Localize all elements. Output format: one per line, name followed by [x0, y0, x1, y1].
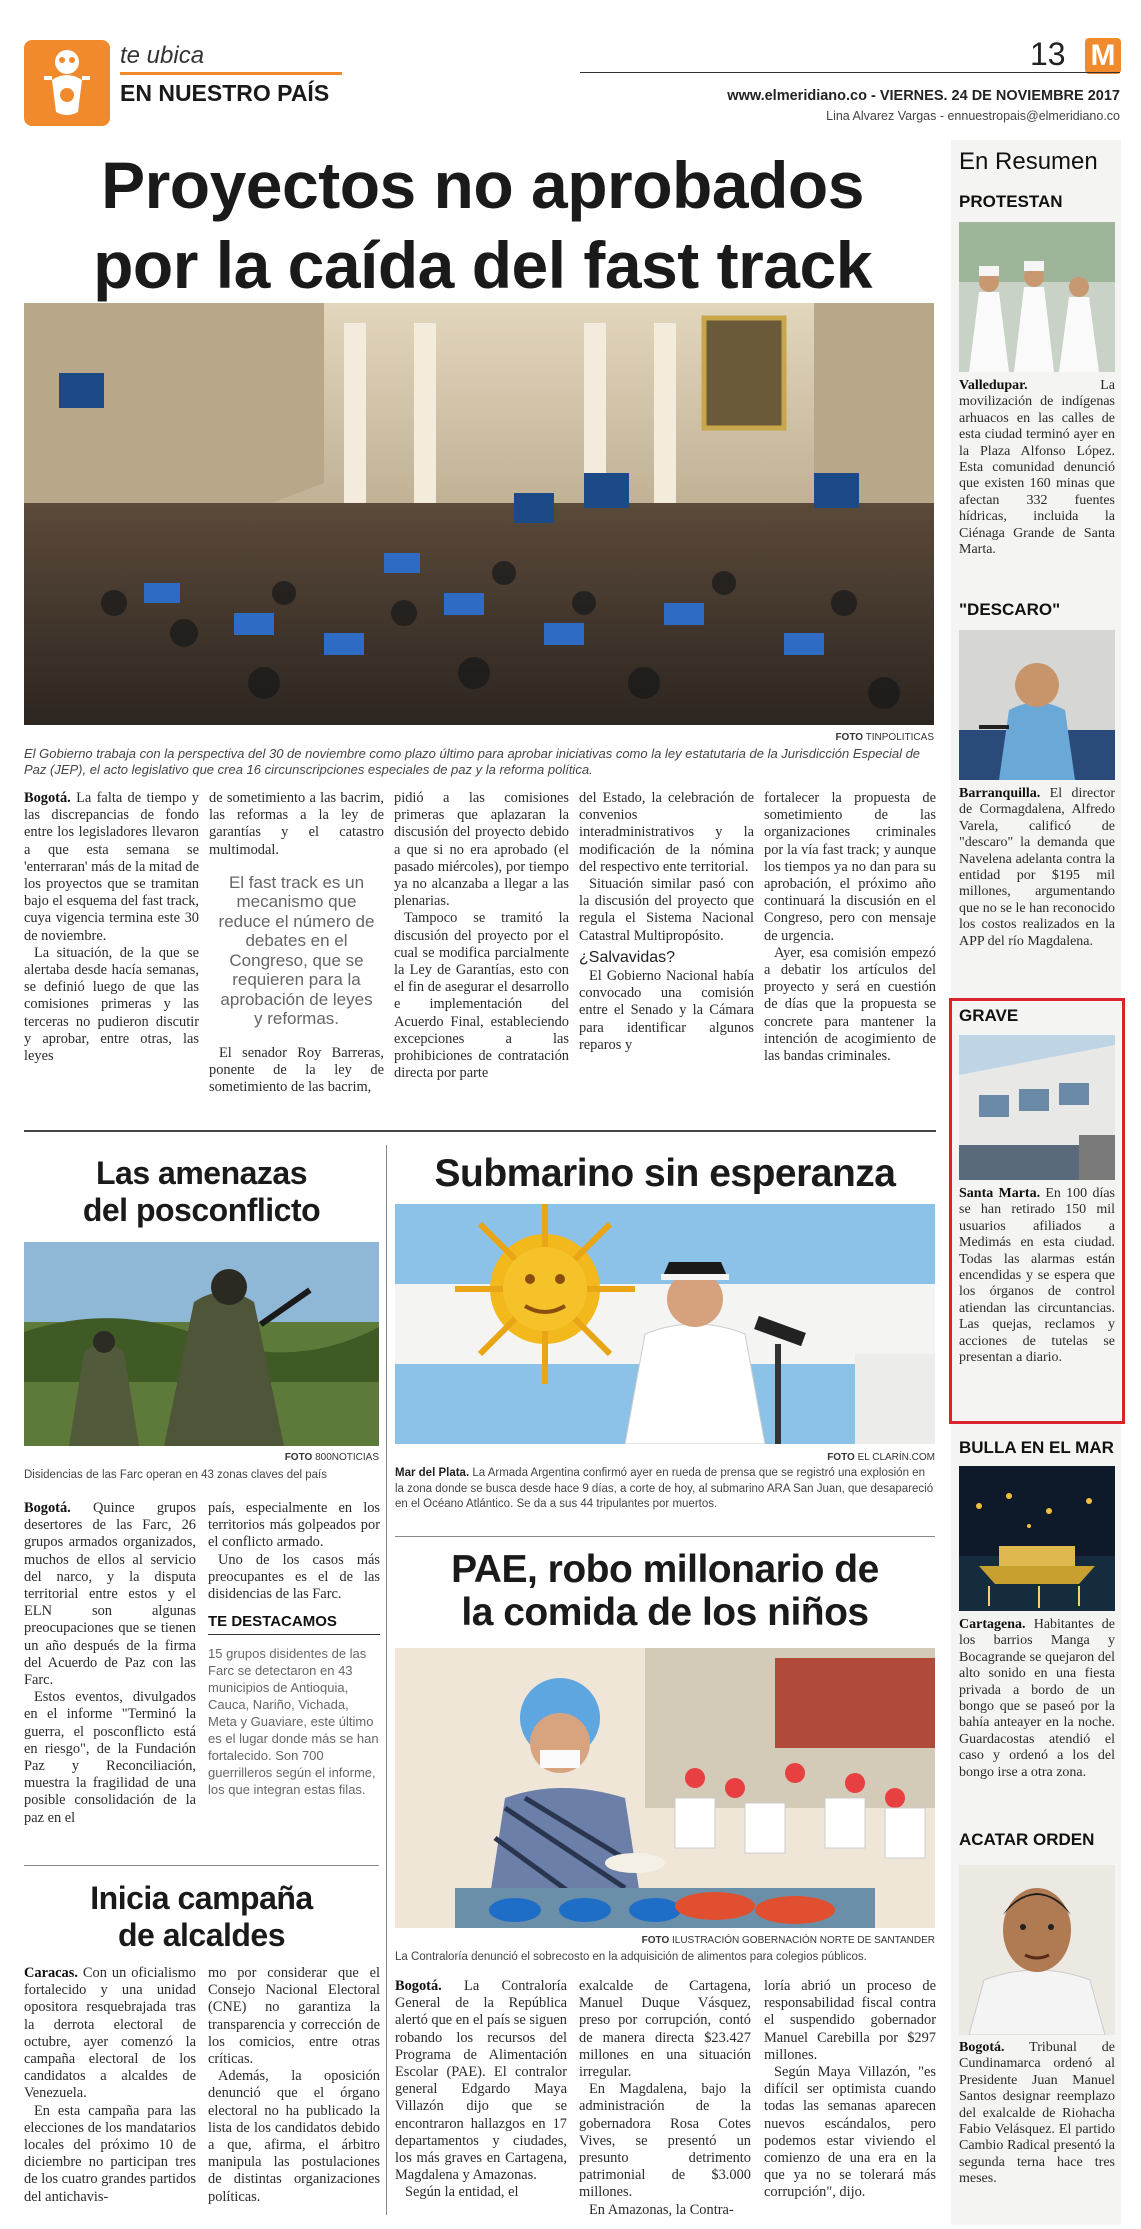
building-photo [959, 1035, 1115, 1180]
main-photo-credit [24, 732, 934, 743]
main-col-1: Bogotá. La falta de tiempo y las discrepancias de fondo entre los legisladores llevaron a que esta semana se 'enterraran' más de la mitad de los proyectos que se tramitan bajo el esquema del fast track, cuya vigencia termina este 30 de noviembre. La situación, de la que se alertaba desde hacía semanas, se definió luego de que las comisiones primeras y las terceras no pudieron discutir y aprobar, entre otras, las leyes [24, 790, 199, 1065]
header [0, 0, 1141, 135]
amenazas-col-2: país, especialmente en los territorios más golpeados por el conflicto armado. Uno de los casos más preocupantes es el de las disidencias de las Farc. TE DESTACAMOS 15 grupos disidentes de las Farc se detectaron en 43 municipios de Antioquia, Cauca, Nariño, Vichada, Meta y Guaviare, este último es el lugar donde más se han fortalecido. Son 700 guerrilleros según el informe, los que integran estas filas. [208, 1500, 380, 1798]
submarino-bottom-rule [395, 1536, 935, 1537]
sidebar-item-acatar-text: Bogotá. Tribunal de Cundinamarca ordenó al Presidente Juan Manuel Santos designar reemplazo del exalcalde de Riohacha Fabio Velásquez. El partido Cambio Radical presentó la segunda terna hace tres meses. [959, 2040, 1115, 2187]
main-headline-line2: por la caída del fast track [93, 228, 872, 302]
submarino-caption [395, 1466, 935, 1513]
byline: Lina Alvarez Vargas - ennuestropais@elmeridiano.co [826, 109, 1120, 123]
protest-photo [959, 222, 1115, 372]
main-col-3: pidió a las comisiones primeras que aplazaran la discusión del proyecto debido a que si no era aprobado (el pasado miércoles), por tiempo ya no alcanzaba a llegar a las plenarias. Tampoco se tramitó la discusión del proyecto por el cual se modifica parcialmente la Ley de Garantías, esto con el fin de asegurar el desarrollo e implementación del Acuerdo Final, estableciendo excepciones a las prohibiciones de contratación directa por parte [394, 790, 569, 1082]
credit-source: EL CLARÍN.COM [857, 1452, 935, 1463]
sidebar-item-acatar-title: ACATAR ORDEN [959, 1830, 1095, 1849]
soldiers-photo [24, 1242, 379, 1446]
alcaldes-headline-line1: Inicia campaña [90, 1880, 313, 1916]
amenazas-divider [386, 1145, 387, 2215]
credit-source: ILUSTRACIÓN GOBERNACIÓN NORTE DE SANTANDER [672, 1935, 935, 1946]
submarino-photo-credit [395, 1452, 935, 1463]
credit-label: FOTO [284, 1452, 313, 1463]
pae-photo-credit [395, 1935, 935, 1946]
main-col-4: del Estado, la celebración de convenios interadministrativos y la modificación de la nómina del respectivo ente territorial. Situación similar pasó con la discusión del proyecto que regula el Sistema Nacional Catastral Multipropósito. ¿Salvavidas? El Gobierno Nacional había convocado una comisión entre el Senado y la Cámara para identificar algunos reparos y [579, 790, 754, 1053]
sidebar-item-protestan-text: Valledupar. La movilización de indígenas arhuacos en las calles de esta ciudad terminó ayer en la Plaza Alfonso López. Esta comunidad denunció que existen 160 minas que afectan 332 fuentes hídricas, incluida la Ciénaga Grande de Santa Marta. [959, 378, 1115, 558]
sidebar-item-protestan-title: PROTESTAN [959, 192, 1063, 211]
destacamos-title: TE DESTACAMOS [208, 1613, 380, 1635]
amenazas-col-1: Bogotá. Quince grupos desertores de las Farc, 26 grupos armados organizados, muchos de ellos al servicio del narco, y la disputa territorial entre estos y el ELN son algunas preocupaciones que se tienen un año después de la firma del Acuerdo de Paz con las Farc. Estos eventos, divulgados en el informe "Terminó la guerra, el posconflicto está en riesgo", de la Fundación Paz y Reconciliación, muestra la fragilidad de una posible consolidación de la paz en el [24, 1500, 196, 1826]
speaker-photo [959, 630, 1115, 780]
header-rule [580, 72, 1120, 73]
subhead-salvavidas: ¿Salvavidas? [579, 948, 676, 966]
alcaldes-col-2: mo por considerar que el Consejo Nacional Electoral (CNE) no garantiza la transparencia y corrección de los comicios, entre otras críticas. Además, la oposición denunció que el órgano electoral no ha publicado la lista de los candidatos debido a que, afirma, el árbitro manipula las postulaciones de distintas organizaciones políticas. [208, 1965, 380, 2205]
amenazas-caption: Disidencias de las Farc operan en 43 zonas claves del país [24, 1469, 328, 1481]
official-portrait-photo [959, 1865, 1115, 2035]
school-lunch-photo [395, 1648, 935, 1928]
sidebar-title: En Resumen [959, 148, 1098, 175]
sidebar-item-bulla-text: Cartagena. Habitantes de los barrios Manga y Bocagrande se quejaron del alto sonido en una fiesta privada a bordo de un bongo que se paseó por la bahía anteayer en la noche. Guardacostas atendió el caso y ordenó a los del bongo irse a otra zona. [959, 1617, 1115, 1780]
main-col-2: de sometimiento a las bacrim, las reformas a la ley de garantías y el catastro multimodal. El fast track es un mecanismo que reduce el número de debates en el Congreso, que se requieren para la aprobación de leyes y reformas. El senador Roy Barreras, ponente de la ley de sometimiento de las bacrim, [209, 790, 384, 1096]
main-headline [20, 145, 945, 305]
alcaldes-headline [24, 1880, 379, 1954]
dateline: www.elmeridiano.co - VIERNES. 24 DE NOVIEMBRE 2017 [727, 88, 1120, 104]
section-name: EN NUESTRO PAÍS [120, 80, 330, 106]
sidebar-item-bulla-title: BULLA EN EL MAR [959, 1438, 1114, 1457]
sidebar-item-descaro-title: "DESCARO" [959, 600, 1061, 619]
amenazas-bottom-rule [24, 1865, 379, 1866]
main-headline-line1: Proyectos no aprobados [101, 148, 864, 222]
credit-source: 800NOTICIAS [315, 1452, 379, 1463]
pae-headline [395, 1548, 935, 1634]
pae-col-2: exalcalde de Cartagena, Manuel Duque Vásquez, preso por corrupción, contó de manera directa $23.427 millones en una situación irregular. En Magdalena, bajo la administración de la gobernadora Rosa Cotes Vives, se presentó un presunto detrimento patrimonial de $3.000 millones. En Amazonas, la Contra- [579, 1978, 751, 2218]
sidebar [951, 140, 1121, 2225]
amenazas-headline-line1: Las amenazas [95, 1155, 307, 1191]
night-boat-photo [959, 1466, 1115, 1611]
section-kicker: te ubica [120, 42, 205, 69]
pae-headline-line2: la comida de los niños [461, 1591, 869, 1634]
credit-label: FOTO [641, 1935, 670, 1946]
submarino-headline: Submarino sin esperanza [434, 1152, 896, 1195]
mascot-logo-icon [24, 40, 110, 126]
congress-photo [24, 303, 934, 725]
credit-source: TINPOLITICAS [865, 732, 934, 743]
kicker-rule [120, 72, 342, 75]
navy-press-photo [395, 1204, 935, 1444]
caption-text: La Armada Argentina confirmó ayer en rueda de prensa que se registró una explosión en la zona donde se busca desde hace 9 días, a corte de hoy, al submarino ARA San Juan, que desapareció en el Océano Atlántico. Se da a sus 44 tripulantes por muertos. [395, 1467, 934, 1510]
sidebar-item-descaro-text: Barranquilla. El director de Cormagdalena, Alfredo Varela, calificó de "descaro" la demanda que Navelena adelanta contra la entidad por $195 mil millones, argumentando que no se le han reconocido los costos realizados en la APP del río Magdalena. [959, 786, 1115, 949]
main-bottom-rule [24, 1130, 936, 1132]
main-col-5: fortalecer la propuesta de sometimiento de las organizaciones criminales por la vía fast track; y aunque los tiempos ya no dan para su aprobación, el próximo año continuará la discusión en el Congreso, pero con mensaje de urgencia. Ayer, esa comisión empezó a debatir los artículos del proyecto y será en cuestión de días que la propuesta se concrete para mantener la intención de acogimiento de las bandas criminales. [764, 790, 936, 1065]
brand-mark-icon: M [1085, 38, 1121, 74]
sidebar-item-grave-text: Santa Marta. En 100 días se han retirado 150 mil usuarios afiliados a Medimás en esta ciudad. Todas las alarmas están encendidas y se espera que los órganos de control atiendan las circuntancias. Las quejas, reclamos y acciones de tutelas se presentan a diario. [959, 1186, 1115, 1366]
page-number: 13 [1030, 36, 1066, 72]
pullquote: El fast track es un mecanismo que reduce el número de debates en el Congreso, que se requieren para la aprobación de leyes y reformas. [218, 872, 375, 1029]
amenazas-headline [24, 1155, 379, 1229]
destacamos-text: 15 grupos disidentes de las Farc se detectaron en 43 municipios de Antioquia, Cauca, Nariño, Vichada, Meta y Guaviare, este último es el lugar donde más se han fortalecido. Son 700 guerrilleros según el informe, los que integran estas filas. [208, 1646, 379, 1798]
pae-col-3: loría abrió un proceso de responsabilidad fiscal contra el suspendido gobernador Manuel Carebilla por $297 millones. Según Maya Villazón, "es difícil ser optimista cuando todas las semanas aparecen nuevos escándalos, pero podemos estar viviendo el comienzo de una era en la que ya no se tolerará más corrupción", dijo. [764, 1978, 936, 2201]
pae-col-1: Bogotá. La Contraloría General de la República alertó que en el país se siguen robando los recursos del Programa de Alimentación Escolar (PAE). El contralor general Edgardo Maya Villazón dijo que se encontraron hallazgos en 17 departamentos y ciudades, los más graves en Cartagena, Magdalena y Amazonas. Según la entidad, el [395, 1978, 567, 2201]
main-caption: El Gobierno trabaja con la perspectiva del 30 de noviembre como plazo último para aprobar iniciativas como la ley estatutaria de la Jurisdicción Especial de Paz (JEP), el acto legislativo que crea 16 circunscripciones especiales de paz y la reforma política. [24, 746, 921, 777]
credit-label: FOTO [827, 1452, 855, 1463]
pae-headline-line1: PAE, robo millonario de [451, 1548, 879, 1591]
caption-place: Mar del Plata. [395, 1467, 470, 1479]
amenazas-headline-line2: del posconflicto [82, 1192, 321, 1228]
alcaldes-headline-line2: de alcaldes [117, 1917, 286, 1953]
credit-label: FOTO [835, 732, 864, 743]
sidebar-item-grave-title: GRAVE [959, 1006, 1019, 1025]
pae-caption: La Contraloría denunció el sobrecosto en la adquisición de alimentos para colegios públicos. [395, 1951, 867, 1963]
amenazas-photo-credit [24, 1452, 379, 1463]
alcaldes-col-1: Caracas. Con un oficialismo fortalecido y una unidad opositora resquebrajada tras la derrota electoral de octubre, ayer comenzó la campaña electoral de los candidatos a alcaldes de Venezuela. En esta campaña para las elecciones de los mandatarios locales del próximo 10 de diciembre no participan tres de los cuatro grandes partidos del antichavis- [24, 1965, 196, 2205]
